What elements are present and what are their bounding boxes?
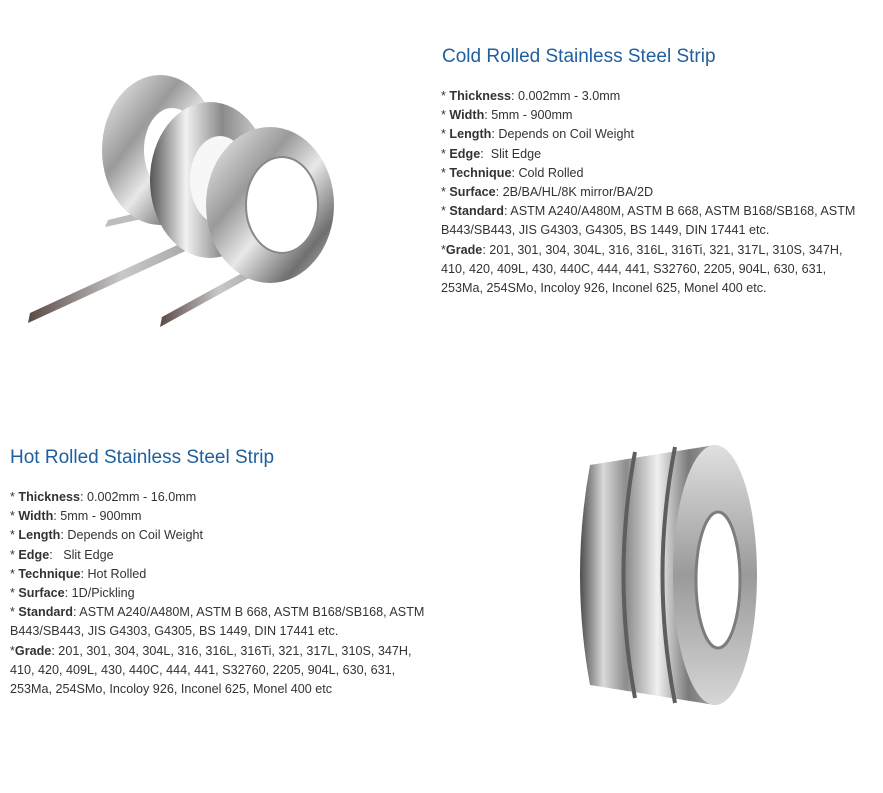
spec-key: Length <box>18 528 61 543</box>
spec-key: Width <box>18 509 54 524</box>
spec-key: Grade <box>14 643 52 658</box>
spec-value: : Slit Edge <box>480 146 542 161</box>
spec-key: Thickness <box>18 490 81 504</box>
spec-standard: * Standard: ASTM A240/A480M, ASTM B 668, ASTM B168/SB168, ASTM B443/SB443, JIS G4303, G4305, BS 1449, DIN 17441 etc. <box>10 605 425 639</box>
cold-rolled-strip-image <box>20 65 350 335</box>
spec-value: : Hot Rolled <box>80 566 147 581</box>
spec-value: : Cold Rolled <box>511 165 584 180</box>
spec-surface: * Surface: 1D/Pickling <box>10 586 135 601</box>
spec-value: : 2B/BA/HL/8K mirror/BA/2D <box>495 185 654 200</box>
spec-value: : 201, 301, 304, 304L, 316, 316L, 316Ti, 321, 317L, 310S, 347H, 410, 420, 409L, 430, 440C, 444, 441, S32760, 2205, 904L, 630, 631, 253Ma, 254SMo, Incoloy 926, Inconel 625, Monel 400 etc <box>10 643 412 697</box>
spec-value: : 0.002mm - 3.0mm <box>511 89 621 103</box>
spec-technique: * Technique: Hot Rolled <box>10 566 147 581</box>
spec-key: Edge <box>18 547 50 562</box>
spec-key: Technique <box>18 566 81 581</box>
spec-value: : Depends on Coil Weight <box>60 528 203 543</box>
spec-key: Thickness <box>449 89 512 103</box>
hot-rolled-specs <box>10 488 435 699</box>
cold-rolled-specs <box>441 87 866 298</box>
spec-thickness: * Thickness: 0.002mm - 16.0mm <box>10 490 197 504</box>
spec-value: : Depends on Coil Weight <box>491 127 634 142</box>
cold-rolled-title: Cold Rolled Stainless Steel Strip <box>442 46 716 67</box>
spec-key: Width <box>449 108 485 123</box>
spec-value: : 0.002mm - 16.0mm <box>80 490 197 504</box>
hot-rolled-title: Hot Rolled Stainless Steel Strip <box>10 447 275 468</box>
spec-key: Technique <box>449 165 512 180</box>
spec-key: Surface <box>18 586 65 601</box>
spec-grade: *Grade: 201, 301, 304, 304L, 316, 316L, 316Ti, 321, 317L, 310S, 347H, 410, 420, 409L, 430, 440C, 444, 441, S32760, 2205, 904L, 630, 631, 253Ma, 254SMo, Incoloy 926, Inconel 625, Monel 400 etc. <box>441 242 843 296</box>
spec-edge: * Edge: Slit Edge <box>10 547 114 562</box>
spec-key: Length <box>449 127 492 142</box>
spec-key: Edge <box>449 146 481 161</box>
spec-value: : ASTM A240/A480M, ASTM B 668, ASTM B168/SB168, ASTM B443/SB443, JIS G4303, G4305, BS 1449, DIN 17441 etc. <box>10 605 425 639</box>
spec-length: * Length: Depends on Coil Weight <box>10 528 203 543</box>
hot-rolled-coil-image <box>550 440 775 710</box>
spec-value: : 5mm - 900mm <box>53 509 142 524</box>
spec-key: Standard <box>449 204 504 219</box>
spec-key: Surface <box>449 185 496 200</box>
spec-length: * Length: Depends on Coil Weight <box>441 127 634 142</box>
spec-grade: *Grade: 201, 301, 304, 304L, 316, 316L, 316Ti, 321, 317L, 310S, 347H, 410, 420, 409L, 430, 440C, 444, 441, S32760, 2205, 904L, 630, 631, 253Ma, 254SMo, Incoloy 926, Inconel 625, Monel 400 etc <box>10 643 412 697</box>
spec-value: : 201, 301, 304, 304L, 316, 316L, 316Ti, 321, 317L, 310S, 347H, 410, 420, 409L, 430, 440C, 444, 441, S32760, 2205, 904L, 630, 631, 253Ma, 254SMo, Incoloy 926, Inconel 625, Monel 400 etc. <box>441 242 843 296</box>
spec-value: : 1D/Pickling <box>64 586 135 601</box>
spec-technique: * Technique: Cold Rolled <box>441 165 584 180</box>
spec-standard: * Standard: ASTM A240/A480M, ASTM B 668, ASTM B168/SB168, ASTM B443/SB443, JIS G4303, G4305, BS 1449, DIN 17441 etc. <box>441 204 856 238</box>
spec-value: : 5mm - 900mm <box>484 108 573 123</box>
spec-surface: * Surface: 2B/BA/HL/8K mirror/BA/2D <box>441 185 654 200</box>
spec-value: : Slit Edge <box>49 547 114 562</box>
spec-width: * Width: 5mm - 900mm <box>441 108 573 123</box>
spec-edge: * Edge: Slit Edge <box>441 146 542 161</box>
spec-width: * Width: 5mm - 900mm <box>10 509 142 524</box>
spec-key: Grade <box>445 242 483 257</box>
spec-key: Standard <box>18 605 73 620</box>
spec-value: : ASTM A240/A480M, ASTM B 668, ASTM B168/SB168, ASTM B443/SB443, JIS G4303, G4305, BS 1449, DIN 17441 etc. <box>441 204 856 238</box>
spec-thickness: * Thickness: 0.002mm - 3.0mm <box>441 89 621 103</box>
